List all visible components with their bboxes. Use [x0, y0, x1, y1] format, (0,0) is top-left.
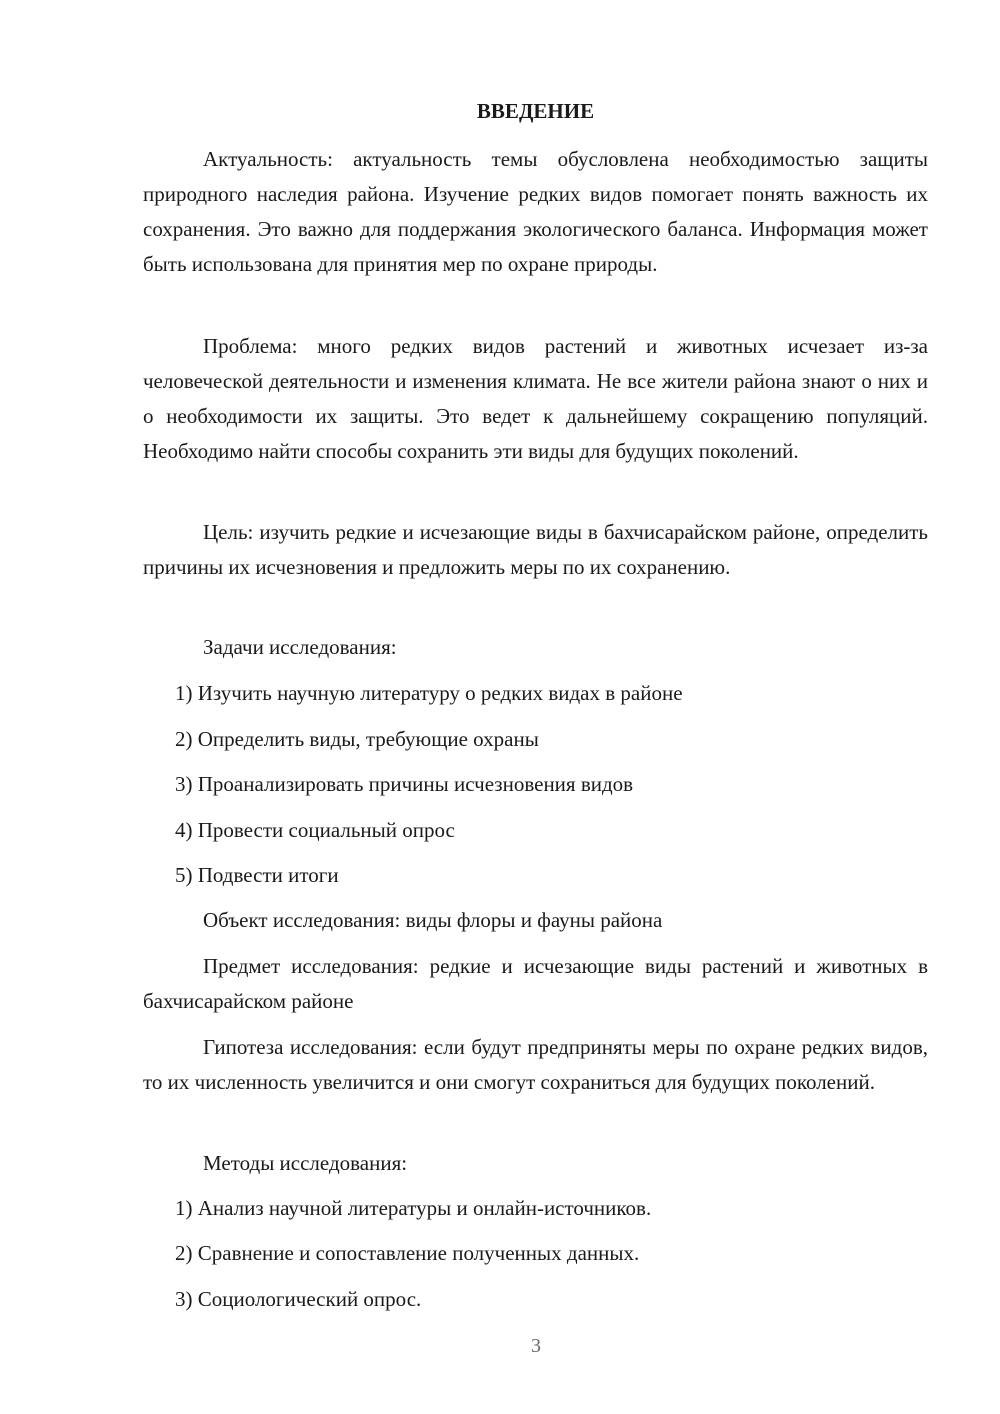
goal-paragraph: Цель: изучить редкие и исчезающие виды в бахчисарайском районе, определить причины их исчезновения и предложить меры по их сохранению. — [143, 520, 928, 579]
subject-paragraph: Предмет исследования: редкие и исчезающие виды растений и животных в бахчисарайском районе — [143, 954, 928, 1013]
problem-paragraph: Проблема: много редких видов растений и животных исчезает из-за человеческой деятельности и изменения климата. Не все жители района знают о них и о необходимости их защиты. Это ведет к дальнейшему сокращению популяций. Необходимо найти способы сохранить эти виды для будущих поколений. — [143, 334, 928, 463]
list-item: 3) Социологический опрос. — [175, 1287, 422, 1311]
list-item: 5) Подвести итоги — [175, 863, 339, 887]
list-item: 1) Анализ научной литературы и онлайн-источников. — [175, 1196, 652, 1220]
page-title: ВВЕДЕНИЕ — [476, 99, 595, 123]
list-item: 2) Сравнение и сопоставление полученных данных. — [175, 1241, 640, 1265]
relevance-paragraph: Актуальность: актуальность темы обусловлена необходимостью защиты природного наследия района. Изучение редких видов помогает понять важность их сохранения. Это важно для поддержания экологического баланса. Информация может быть использована для принятия мер по охране природы. — [143, 147, 928, 276]
page-number: 3 — [531, 1335, 541, 1357]
list-item: 2) Определить виды, требующие охраны — [175, 727, 539, 751]
hypothesis-paragraph: Гипотеза исследования: если будут предприняты меры по охране редких видов, то их численность увеличится и они смогут сохраниться для будущих поколений. — [143, 1035, 928, 1094]
list-item: 3) Проанализировать причины исчезновения видов — [175, 772, 634, 796]
methods-heading: Методы исследования: — [203, 1151, 408, 1175]
object-statement: Объект исследования: виды флоры и фауны района — [203, 908, 663, 932]
list-item: 1) Изучить научную литературу о редких видах в районе — [175, 681, 683, 705]
list-item: 4) Провести социальный опрос — [175, 818, 455, 842]
tasks-heading: Задачи исследования: — [203, 635, 397, 659]
